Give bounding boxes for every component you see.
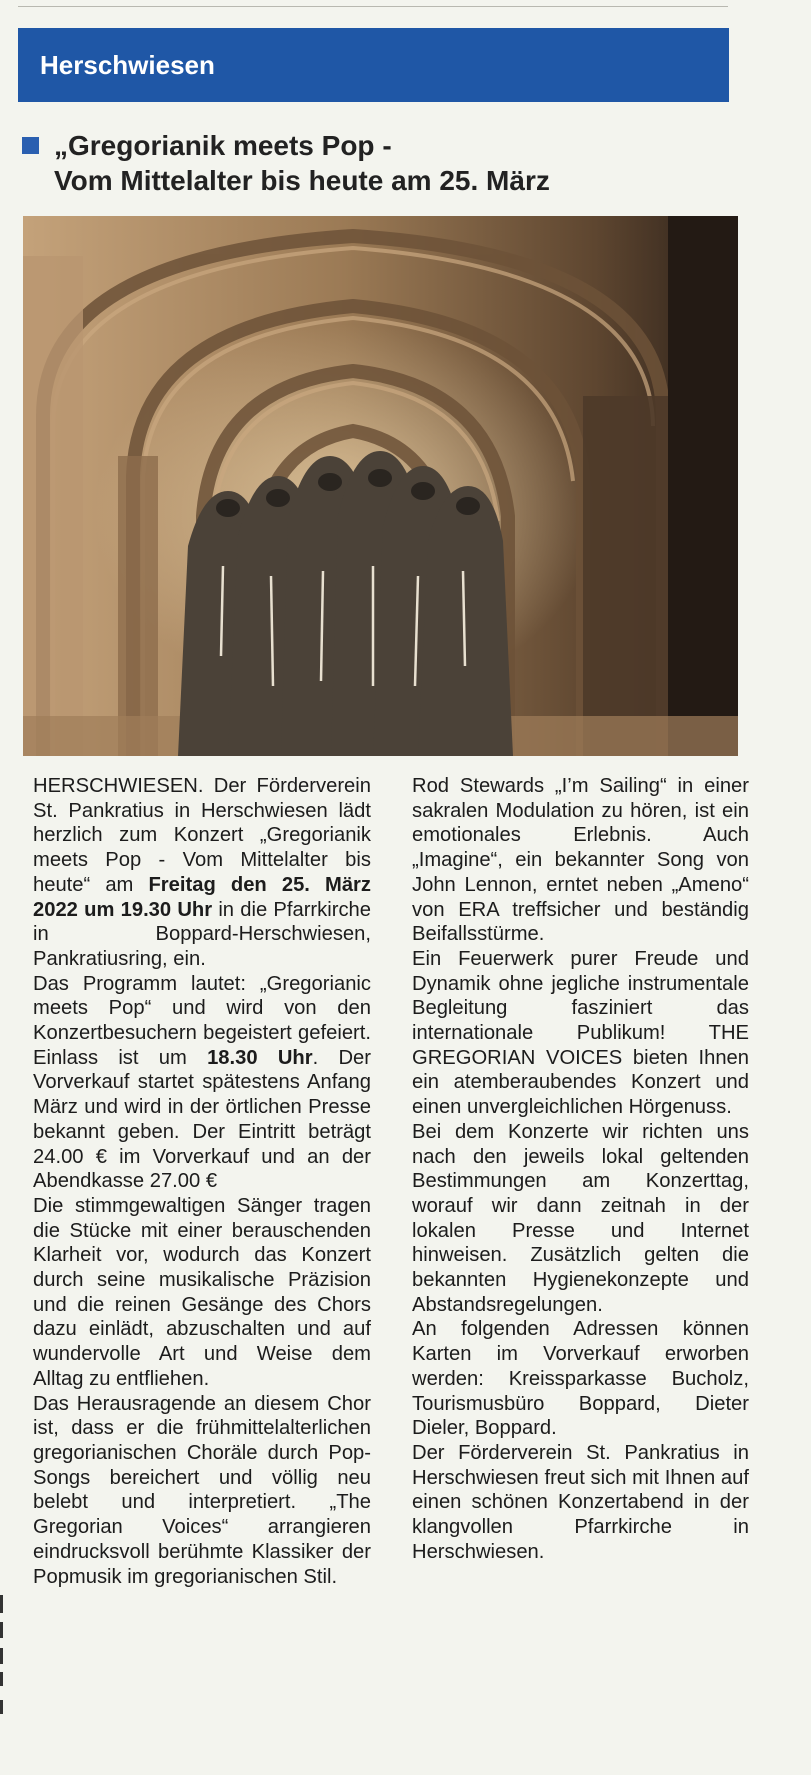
article-paragraph: HERSCHWIESEN. Der Förderverein St. Pankratius in Herschwiesen lädt herzlich zum Konzert „Gregorianik meets Pop - Vom Mittelalter bis heute“ am Freitag den 25. März 2022 um 19.30 Uhr in die Pfarrkirche in Boppard-Herschwiesen, Pankratiusring, ein.	[33, 775, 371, 970]
article-paragraph: Die stimmgewaltigen Sänger tragen die Stücke mit einer berauschenden Klarheit vor, wodurch das Konzert durch seine musikalische Präzision und die reinen Gesänge des Chors dazu einlädt, abzuschalten und auf wundervolle Art und Weise dem Alltag zu entfliehen.	[33, 1194, 371, 1390]
photo-choir-in-cloister	[23, 216, 738, 756]
edge-mark	[0, 1622, 3, 1638]
edge-mark	[0, 1648, 3, 1664]
headline-line-2: Vom Mittelalter bis heute am 25. März	[54, 165, 550, 196]
article-column-left	[33, 774, 371, 1589]
article-paragraph: Bei dem Konzerte wir richten uns nach den jeweils lokal geltenden Bestimmungen am Konzerttag, worauf wir dann zeitnah in der lokalen Presse und Internet hinweisen. Zusätzlich gelten die bekannten Hygienekonzepte und Abstandsregelungen.	[412, 1120, 749, 1316]
edge-mark	[0, 1672, 3, 1686]
headline-line-1: „Gregorianik meets Pop -	[54, 130, 392, 161]
article-paragraph: Das Herausragende an diesem Chor ist, dass er die frühmittelalterlichen gregorianischen Choräle durch Pop-Songs bereichert und völlig neu belebt und interpretiert. „The Gregorian Voices“ arrangieren eindrucksvoll berühmte Klassiker der Popmusik im gregorianischen Stil.	[33, 1392, 371, 1588]
article-photo	[23, 216, 738, 756]
article-paragraph: Ein Feuerwerk purer Freude und Dynamik ohne jegliche instrumentale Begleitung fasziniert das internationale Publikum! THE GREGORIAN VOICES bieten Ihnen ein atemberaubendes Konzert und einen unvergleichlichen Hörgenuss.	[412, 947, 749, 1119]
section-title: Herschwiesen	[40, 49, 215, 80]
article-paragraph: An folgenden Adressen können Karten im Vorverkauf erworben werden: Kreissparkasse Bucholz, Tourismusbüro Boppard, Dieter Dieler, Boppard.	[412, 1318, 749, 1440]
edge-mark	[0, 1595, 3, 1613]
headline-bullet-icon	[22, 137, 39, 154]
top-rule	[18, 6, 728, 7]
article-paragraph: Der Förderverein St. Pankratius in Herschwiesen freut sich mit Ihnen auf einen schönen Konzertabend in der klangvollen Pfarrkirche in Herschwiesen.	[412, 1441, 749, 1563]
article-paragraph: Das Programm lautet: „Gregorianic meets Pop“ und wird von den Konzertbesuchern begeistert gefeiert. Einlass ist um 18.30 Uhr. Der Vorverkauf startet spätestens Anfang März und wird in der örtlichen Presse bekannt geben. Der Eintritt beträgt 24.00 € im Vorverkauf und an der Abendkasse 27.00 €	[33, 972, 371, 1193]
section-header-bar	[18, 28, 729, 102]
article-paragraph: Rod Stewards „I’m Sailing“ in einer sakralen Modulation zu hören, ist ein emotionales Erlebnis. Auch „Imagine“, ein bekannter Song von John Lennon, erntet neben „Ameno“ von ERA treffsicher und beständig Beifallsstürme.	[412, 775, 749, 946]
edge-mark	[0, 1700, 3, 1714]
article-column-right	[412, 774, 749, 1565]
article-headline	[54, 128, 734, 198]
